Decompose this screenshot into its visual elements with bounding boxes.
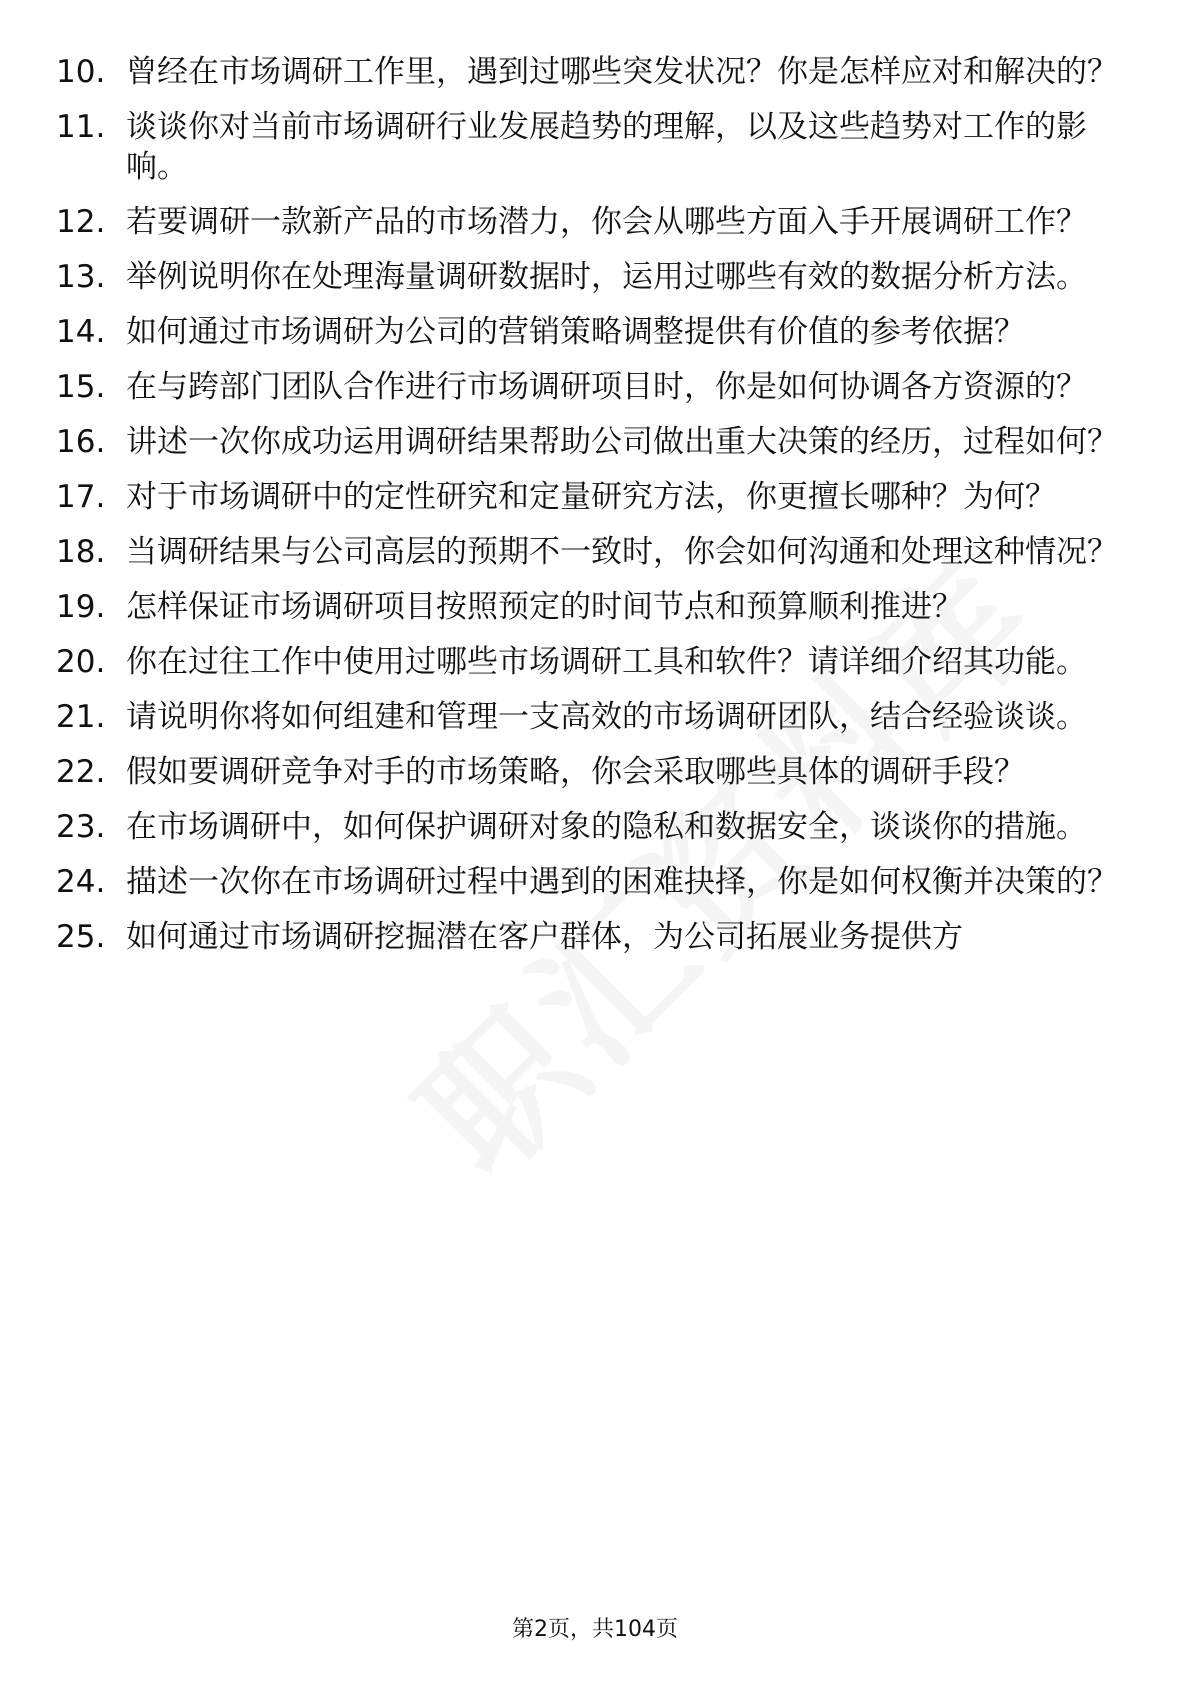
question-number: 13. — [56, 259, 106, 295]
question-text: 如何通过市场调研为公司的营销策略调整提供有价值的参考依据？ — [126, 314, 1025, 350]
question-number: 17. — [56, 479, 106, 515]
question-text: 描述一次你在市场调研过程中遇到的困难抉择，你是如何权衡并决策的？ — [126, 864, 1118, 900]
question-number: 16. — [56, 424, 106, 460]
question-item — [56, 107, 1136, 187]
question-item — [56, 752, 1136, 792]
question-text: 你在过往工作中使用过哪些市场调研工具和软件？请详细介绍其功能。 — [126, 644, 1087, 680]
question-text: 假如要调研竞争对手的市场策略，你会采取哪些具体的调研手段？ — [126, 754, 1025, 790]
question-text: 对于市场调研中的定性研究和定量研究方法，你更擅长哪种？为何？ — [126, 479, 1056, 515]
question-item — [56, 257, 1136, 297]
question-number: 24. — [56, 864, 106, 900]
question-item — [56, 532, 1136, 572]
question-number: 22. — [56, 754, 106, 790]
question-list — [56, 52, 1136, 972]
question-number: 14. — [56, 314, 106, 350]
question-text: 怎样保证市场调研项目按照预定的时间节点和预算顺利推进？ — [126, 589, 963, 625]
question-text: 如何通过市场调研挖掘潜在客户群体，为公司拓展业务提供方 — [126, 919, 963, 955]
question-text: 谈谈你对当前市场调研行业发展趋势的理解，以及这些趋势对工作的影响。 — [126, 109, 1087, 185]
question-item — [56, 367, 1136, 407]
question-item — [56, 587, 1136, 627]
question-text: 当调研结果与公司高层的预期不一致时，你会如何沟通和处理这种情况？ — [126, 534, 1118, 570]
question-text: 若要调研一款新产品的市场潜力，你会从哪些方面入手开展调研工作？ — [126, 204, 1087, 240]
question-text: 曾经在市场调研工作里，遇到过哪些突发状况？你是怎样应对和解决的？ — [126, 54, 1118, 90]
question-item — [56, 477, 1136, 517]
question-number: 12. — [56, 204, 106, 240]
question-number: 19. — [56, 589, 106, 625]
question-item — [56, 312, 1136, 352]
question-number: 11. — [56, 109, 106, 145]
question-item — [56, 52, 1136, 92]
question-item — [56, 642, 1136, 682]
question-item — [56, 807, 1136, 847]
question-number: 20. — [56, 644, 106, 680]
question-text: 讲述一次你成功运用调研结果帮助公司做出重大决策的经历，过程如何？ — [126, 424, 1118, 460]
question-number: 21. — [56, 699, 106, 735]
question-number: 10. — [56, 54, 106, 90]
question-item — [56, 202, 1136, 242]
question-text: 在市场调研中，如何保护调研对象的隐私和数据安全，谈谈你的措施。 — [126, 809, 1087, 845]
question-text: 请说明你将如何组建和管理一支高效的市场调研团队，结合经验谈谈。 — [126, 699, 1087, 735]
question-item — [56, 697, 1136, 737]
question-item — [56, 422, 1136, 462]
page-number-footer: 第2页，共104页 — [512, 1617, 678, 1642]
question-number: 25. — [56, 919, 106, 955]
question-item — [56, 862, 1136, 902]
question-number: 15. — [56, 369, 106, 405]
question-number: 18. — [56, 534, 106, 570]
question-number: 23. — [56, 809, 106, 845]
question-text: 在与跨部门团队合作进行市场调研项目时，你是如何协调各方资源的？ — [126, 369, 1087, 405]
question-text: 举例说明你在处理海量调研数据时，运用过哪些有效的数据分析方法。 — [126, 259, 1087, 295]
question-item — [56, 917, 1136, 957]
